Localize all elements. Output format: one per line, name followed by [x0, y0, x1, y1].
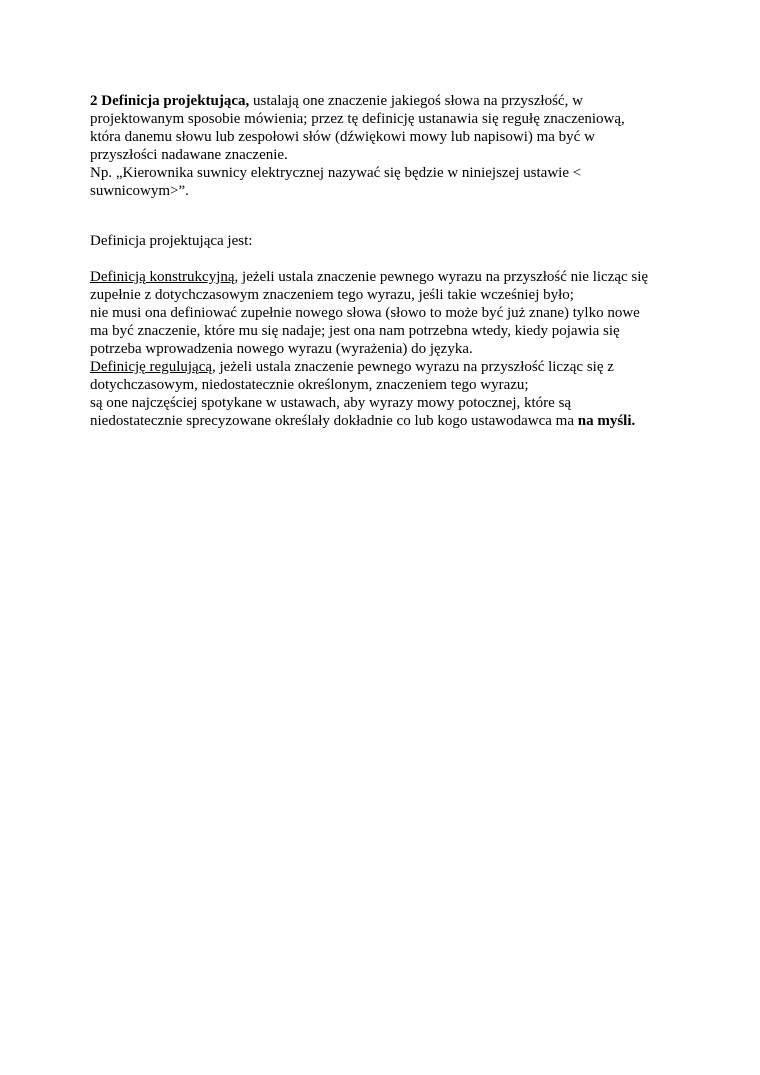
paragraph-line — [90, 268, 690, 286]
paragraph-line: potrzeba wprowadzenia nowego wyrazu (wyrażenia) do języka. — [90, 341, 473, 357]
definitions-list — [90, 268, 690, 430]
paragraph-line: która danemu słowu lub zespołowi słów (dźwiękowi mowy lub napisowi) ma być w — [90, 129, 595, 145]
paragraph-line — [90, 412, 690, 430]
paragraph-line: ma być znaczenie, które mu się nadaje; jest ona nam potrzebna wtedy, kiedy pojawia się — [90, 323, 620, 339]
example-line: Np. „Kierownika suwnicy elektrycznej nazywać się będzie w niniejszej ustawie < — [90, 165, 582, 181]
paragraph-line — [90, 358, 690, 376]
term-regulujaca-text: , jeżeli ustala znaczenie pewnego wyrazu na przyszłość licząc się z — [212, 359, 614, 375]
paragraph-line: projektowanym sposobie mówienia; przez tę definicję ustanawia się regułę znaczeniową, — [90, 111, 625, 127]
subheading: Definicja projektująca jest: — [90, 233, 253, 249]
term-konstrukcyjna: Definicją konstrukcyjną — [90, 269, 235, 285]
paragraph-line: nie musi ona definiować zupełnie nowego słowa (słowo to może być już znane) tylko nowe — [90, 305, 640, 321]
regulujaca-final-text: niedostatecznie sprecyzowane określały dokładnie co lub kogo ustawodawca ma — [90, 413, 578, 429]
paragraph-line: przyszłości nadawane znaczenie. — [90, 147, 288, 163]
subheading-block — [90, 232, 690, 250]
section-heading: 2 Definicja projektująca, — [90, 93, 250, 109]
section-text: ustalają one znaczenie jakiegoś słowa na przyszłość, w — [249, 93, 583, 109]
paragraph-line: są one najczęściej spotykane w ustawach, aby wyrazy mowy potocznej, które są — [90, 395, 572, 411]
regulujaca-final-bold: na myśli. — [577, 413, 636, 429]
term-regulujaca: Definicję regulującą — [90, 359, 213, 375]
paragraph-line: dotychczasowym, niedostatecznie określonym, znaczeniem tego wyrazu; — [90, 377, 529, 393]
term-konstrukcyjna-text: , jeżeli ustala znaczenie pewnego wyrazu na przyszłość nie licząc się — [234, 269, 649, 285]
example-line: suwnicowym>”. — [90, 183, 189, 199]
paragraph-line: zupełnie z dotychczasowym znaczeniem tego wyrazu, jeśli takie wcześniej było; — [90, 287, 574, 303]
paragraph-line — [90, 92, 690, 110]
section-definicja-projektujaca — [90, 92, 690, 200]
